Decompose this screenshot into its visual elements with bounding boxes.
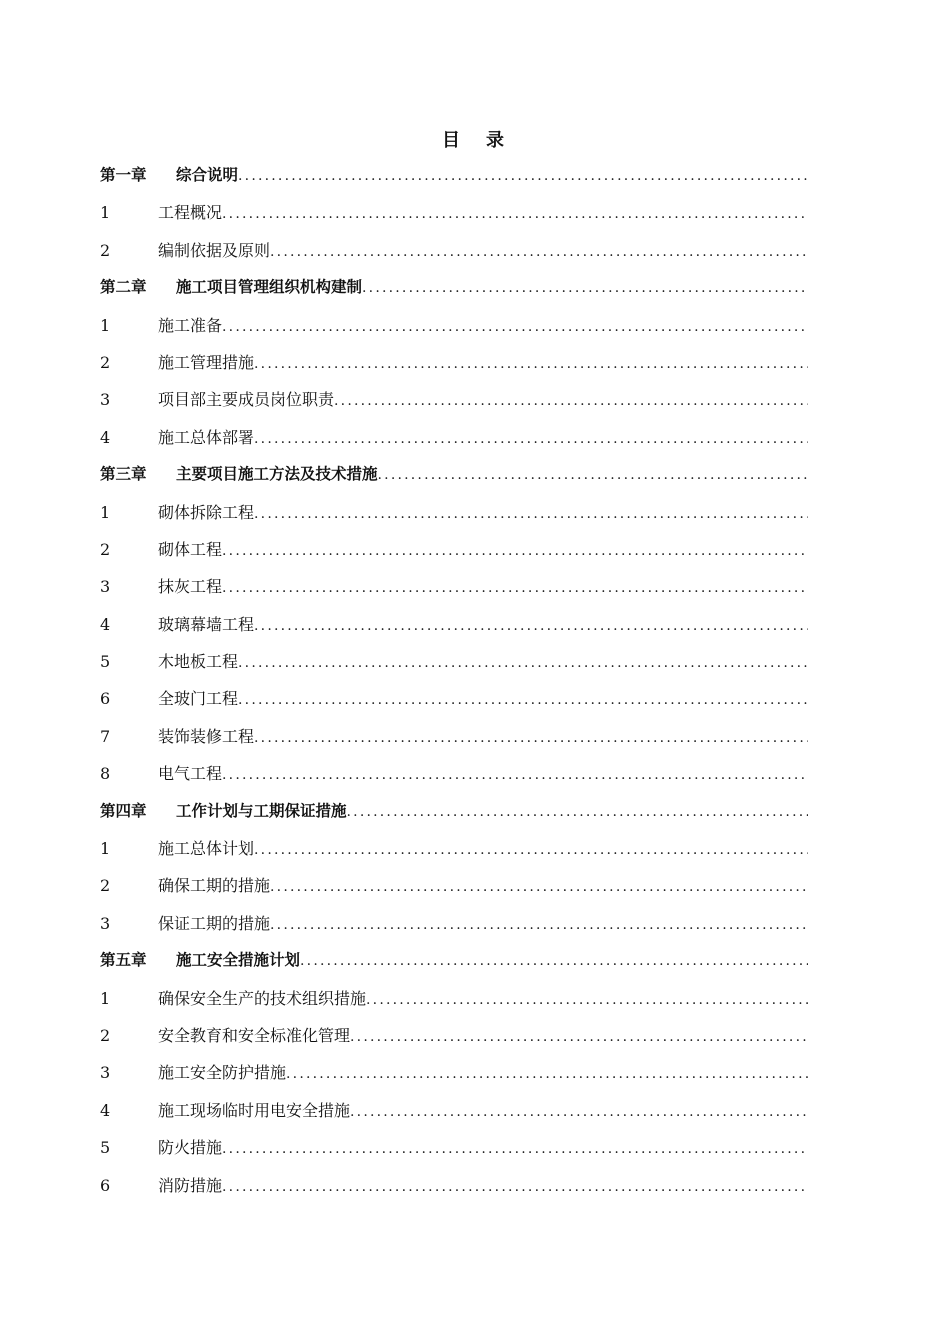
toc-entry-number: 2 [100,240,111,260]
dot-leader [222,1131,808,1168]
toc-item-entry[interactable] [100,830,808,867]
toc-chapter-entry[interactable] [100,269,808,306]
toc-entry-label: 项目部主要成员岗位职责 [158,390,335,410]
toc-entry-number: 6 [100,689,111,709]
toc-entry-number: 3 [100,913,111,933]
toc-entry-number: 4 [100,1100,111,1120]
toc-entry-label: 砌体拆除工程 [158,502,255,522]
dot-leader [350,1019,808,1056]
toc-item-entry[interactable] [100,1167,808,1204]
toc-entry-label: 防火措施 [158,1138,223,1158]
toc-item-entry[interactable] [100,680,808,717]
toc-entry-label: 确保安全生产的技术组织措施 [158,988,367,1008]
toc-entry-number: 2 [100,539,111,559]
dot-leader [222,570,808,607]
toc-entry-number: 1 [100,502,111,522]
toc-item-entry[interactable] [100,1054,808,1091]
dot-leader [222,196,808,233]
toc-item-entry[interactable] [100,1092,808,1129]
toc-entry-number: 1 [100,203,111,223]
toc-entry-label: 施工总体部署 [158,427,255,447]
dot-leader [254,608,808,645]
dot-leader [222,757,808,794]
toc-entry-number: 4 [100,427,111,447]
toc-entry-label: 施工准备 [158,315,223,335]
toc-title: 目 录 [442,130,508,151]
toc-item-entry[interactable] [100,494,808,531]
dot-leader [254,832,808,869]
toc-entry-label: 玻璃幕墙工程 [158,614,255,634]
toc-chapter-entry[interactable] [100,456,808,493]
toc-entry-number: 5 [100,652,111,672]
toc-entry-number: 第一章 [100,166,147,184]
toc-entry-number: 2 [100,352,111,372]
dot-leader [347,794,808,831]
toc-item-entry[interactable] [100,755,808,792]
toc-chapter-entry[interactable] [100,942,808,979]
toc-item-entry[interactable] [100,568,808,605]
dot-leader [238,158,808,195]
dot-leader [222,1169,808,1206]
dot-leader [300,943,808,980]
toc-item-entry[interactable] [100,980,808,1017]
toc-item-entry[interactable] [100,194,808,231]
toc-entry-label: 装饰装修工程 [158,726,255,746]
dot-leader [334,383,808,420]
toc-item-entry[interactable] [100,1129,808,1166]
toc-entry-label: 主要项目施工方法及技术措施 [176,465,378,484]
dot-leader [286,1056,808,1093]
toc-entry-number: 1 [100,988,111,1008]
toc-entry-number: 8 [100,764,111,784]
dot-leader [238,682,808,719]
toc-entry-label: 工作计划与工期保证措施 [176,801,347,820]
toc-entry-number: 3 [100,1063,111,1083]
toc-entry-label: 施工项目管理组织机构建制 [176,278,363,297]
toc-entry-label: 木地板工程 [158,652,239,672]
dot-leader [378,457,808,494]
toc-item-entry[interactable] [100,381,808,418]
toc-entry-label: 施工现场临时用电安全措施 [158,1100,351,1120]
toc-entry-label: 抹灰工程 [158,577,223,597]
toc-entry-number: 第三章 [100,465,147,484]
toc-entry-number: 第四章 [100,801,147,820]
dot-leader [254,421,808,458]
toc-entry-label: 砌体工程 [158,539,223,559]
toc-entry-label: 施工管理措施 [158,352,255,372]
toc-entry-label: 施工安全防护措施 [158,1063,287,1083]
dot-leader [350,1094,808,1131]
toc-item-entry[interactable] [100,419,808,456]
toc-entry-number: 3 [100,390,111,410]
dot-leader [238,645,808,682]
toc-item-entry[interactable] [100,643,808,680]
toc-item-entry[interactable] [100,867,808,904]
toc-entry-label: 工程概况 [158,203,223,223]
toc-list [100,157,808,1204]
toc-entry-label: 施工总体计划 [158,839,255,859]
toc-entry-number: 4 [100,614,111,634]
toc-entry-label: 施工安全措施计划 [176,951,301,970]
toc-entry-number: 3 [100,577,111,597]
toc-item-entry[interactable] [100,718,808,755]
toc-entry-label: 综合说明 [176,166,239,184]
toc-item-entry[interactable] [100,606,808,643]
toc-entry-number: 1 [100,315,111,335]
toc-item-entry[interactable] [100,344,808,381]
toc-entry-number: 1 [100,839,111,859]
toc-entry-number: 7 [100,726,111,746]
dot-leader [270,234,808,271]
toc-entry-label: 安全教育和安全标准化管理 [158,1025,351,1045]
toc-entry-number: 2 [100,876,111,896]
toc-entry-label: 保证工期的措施 [158,913,271,933]
toc-entry-label: 确保工期的措施 [158,876,271,896]
toc-entry-label: 全玻门工程 [158,689,239,709]
toc-entry-number: 第五章 [100,951,147,970]
toc-chapter-entry[interactable] [100,157,808,194]
dot-leader [270,869,808,906]
toc-item-entry[interactable] [100,531,808,568]
toc-item-entry[interactable] [100,232,808,269]
toc-entry-number: 第二章 [100,278,147,297]
toc-entry-number: 5 [100,1138,111,1158]
toc-item-entry[interactable] [100,1017,808,1054]
toc-chapter-entry[interactable] [100,793,808,830]
toc-entry-number: 2 [100,1025,111,1045]
dot-leader [366,982,808,1019]
dot-leader [362,270,808,307]
dot-leader [254,496,808,533]
dot-leader [222,533,808,570]
dot-leader [270,907,808,944]
dot-leader [254,346,808,383]
toc-entry-label: 电气工程 [158,764,223,784]
dot-leader [254,720,808,757]
toc-entry-label: 编制依据及原则 [158,240,271,260]
dot-leader [222,309,808,346]
toc-item-entry[interactable] [100,905,808,942]
toc-entry-label: 消防措施 [158,1175,223,1195]
toc-item-entry[interactable] [100,307,808,344]
toc-entry-number: 6 [100,1175,111,1195]
